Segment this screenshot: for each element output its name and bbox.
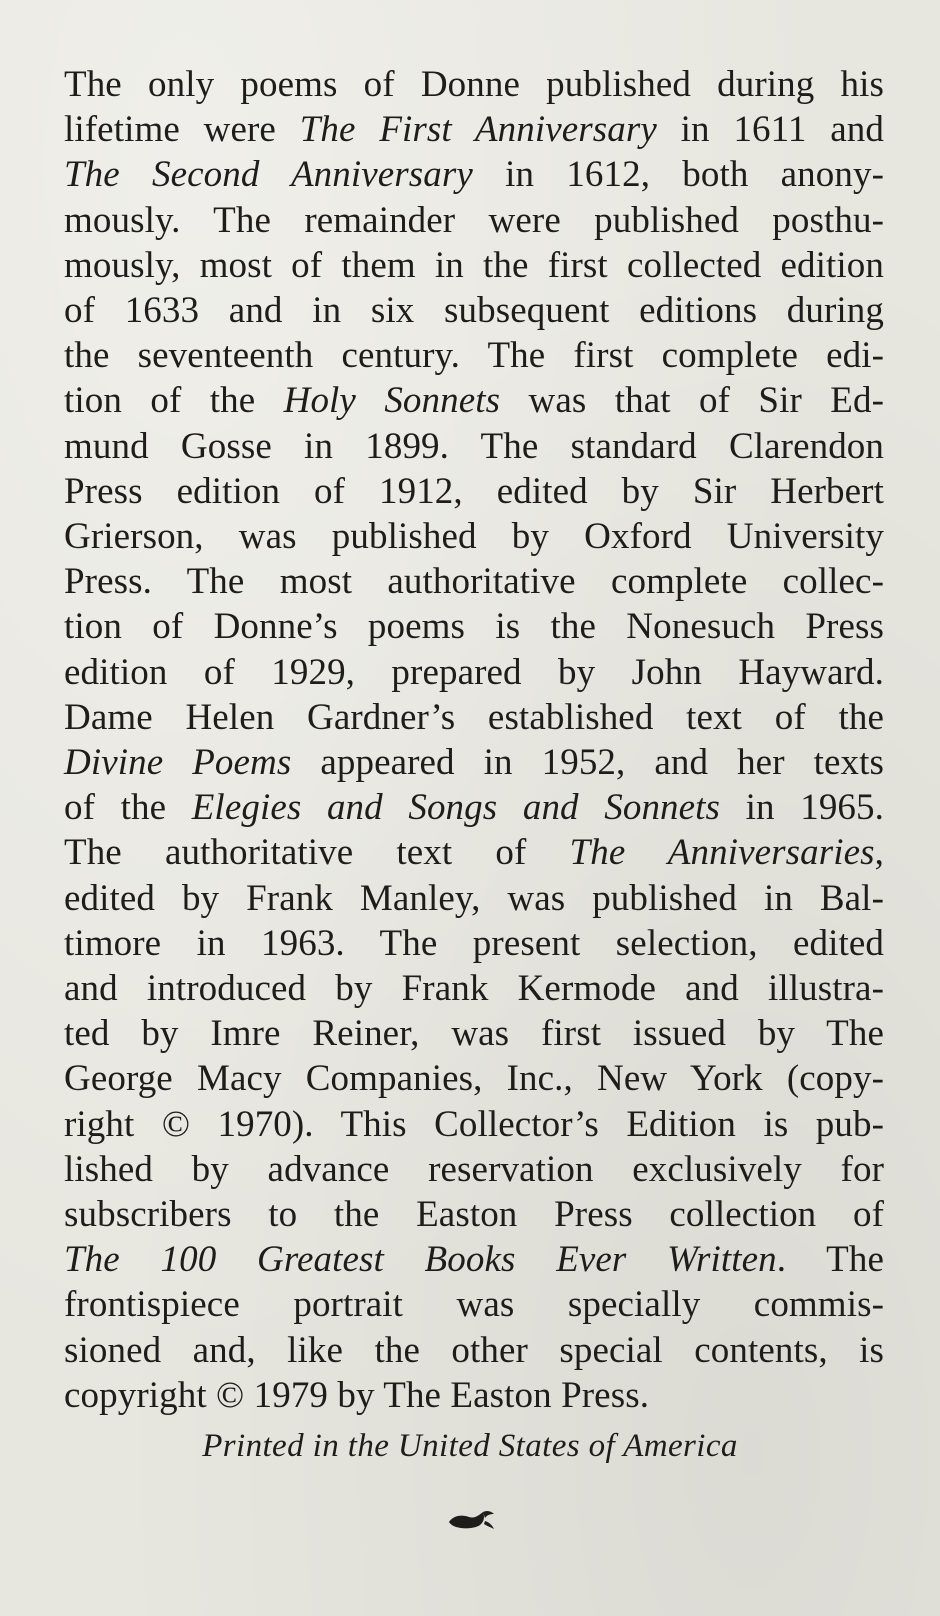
text-run: the seventeenth century. The first complete edi- (64, 335, 884, 377)
text-run: copyright © 1979 by The Easton Press. (64, 1374, 650, 1416)
italic-title: The 100 Greatest Books Ever Written (64, 1239, 777, 1281)
text-run: in 1612, both anony- (472, 154, 884, 196)
text-run: The only poems of Donne published during his (64, 64, 884, 105)
text-run: Dame Helen Gardner’s established text of the (64, 696, 884, 738)
text-run: of the (64, 787, 192, 829)
text-run: in 1611 and (656, 109, 884, 151)
italic-title: The Second Anniversary (64, 154, 473, 196)
colophon-line (64, 604, 884, 649)
colophon-line (64, 1147, 884, 1192)
colophon-line (64, 966, 884, 1011)
italic-title: Holy Sonnets (283, 380, 501, 422)
colophon-line (64, 830, 884, 875)
leaf-ornament-icon (447, 1505, 499, 1535)
text-run: sioned and, like the other special contents, is (64, 1329, 884, 1371)
colophon-line (64, 378, 884, 423)
text-run: . The (776, 1239, 884, 1281)
colophon-line (64, 424, 884, 469)
colophon-line (64, 1373, 884, 1418)
colophon-line (64, 333, 884, 378)
text-run: and introduced by Frank Kermode and illustra- (64, 968, 884, 1010)
colophon-line (64, 1192, 884, 1237)
colophon-line (64, 1328, 884, 1373)
colophon-line (64, 469, 884, 514)
printed-in-usa: Printed in the United States of America (202, 1428, 738, 1464)
colophon-line (64, 514, 884, 559)
text-run: ted by Imre Reiner, was first issued by The (64, 1013, 884, 1055)
italic-title: Elegies and Songs and Sonnets (191, 787, 721, 829)
colophon-text (64, 62, 884, 1418)
text-run: mously. The remainder were published posthu- (64, 199, 884, 241)
colophon-line (64, 1282, 884, 1327)
colophon-line (64, 876, 884, 921)
text-run: subscribers to the Easton Press collection of (64, 1194, 884, 1236)
text-run: lished by advance reservation exclusively for (64, 1148, 884, 1190)
colophon-line (64, 650, 884, 695)
text-run: edited by Frank Manley, was published in Bal- (64, 877, 884, 919)
text-run: was that of Sir Ed- (500, 380, 884, 422)
colophon-line (64, 107, 884, 152)
colophon-line (64, 243, 884, 288)
text-run: in 1965. (720, 787, 884, 829)
text-run: frontispiece portrait was specially commis- (64, 1284, 884, 1326)
text-run: Press. The most authoritative complete collec- (64, 561, 884, 603)
colophon-line (64, 1056, 884, 1101)
text-run: tion of Donne’s poems is the Nonesuch Press (64, 606, 884, 648)
text-run: tion of the (64, 380, 284, 422)
text-run: , (874, 832, 884, 874)
text-run: The authoritative text of (64, 832, 570, 874)
colophon-line (64, 1102, 884, 1147)
colophon-line (64, 198, 884, 243)
text-run: lifetime were (64, 109, 300, 151)
colophon-line (64, 740, 884, 785)
colophon-line (64, 152, 884, 197)
text-run: mund Gosse in 1899. The standard Clarendon (64, 425, 884, 467)
colophon-line (64, 559, 884, 604)
colophon-line (64, 62, 884, 107)
italic-title: The First Anniversary (299, 109, 657, 151)
text-run: edition of 1929, prepared by John Hayward. (64, 651, 884, 693)
text-run: right © 1970). This Collector’s Edition is pub- (64, 1103, 884, 1145)
text-run: appeared in 1952, and her texts (291, 742, 884, 784)
colophon-line (64, 288, 884, 333)
colophon-line (64, 695, 884, 740)
colophon-line (64, 921, 884, 966)
colophon-line (64, 1237, 884, 1282)
text-run: Press edition of 1912, edited by Sir Herbert (64, 470, 884, 512)
italic-title: Divine Poems (64, 742, 292, 784)
text-run: Grierson, was published by Oxford University (64, 516, 884, 558)
text-run: George Macy Companies, Inc., New York (copy- (64, 1058, 884, 1100)
text-run: timore in 1963. The present selection, edited (64, 922, 884, 964)
text-run: mously, most of them in the first collected edition (64, 244, 884, 286)
text-run: of 1633 and in six subsequent editions during (64, 290, 884, 332)
colophon-line (64, 1011, 884, 1056)
colophon-line (64, 785, 884, 830)
italic-title: The Anniversaries (569, 832, 875, 874)
